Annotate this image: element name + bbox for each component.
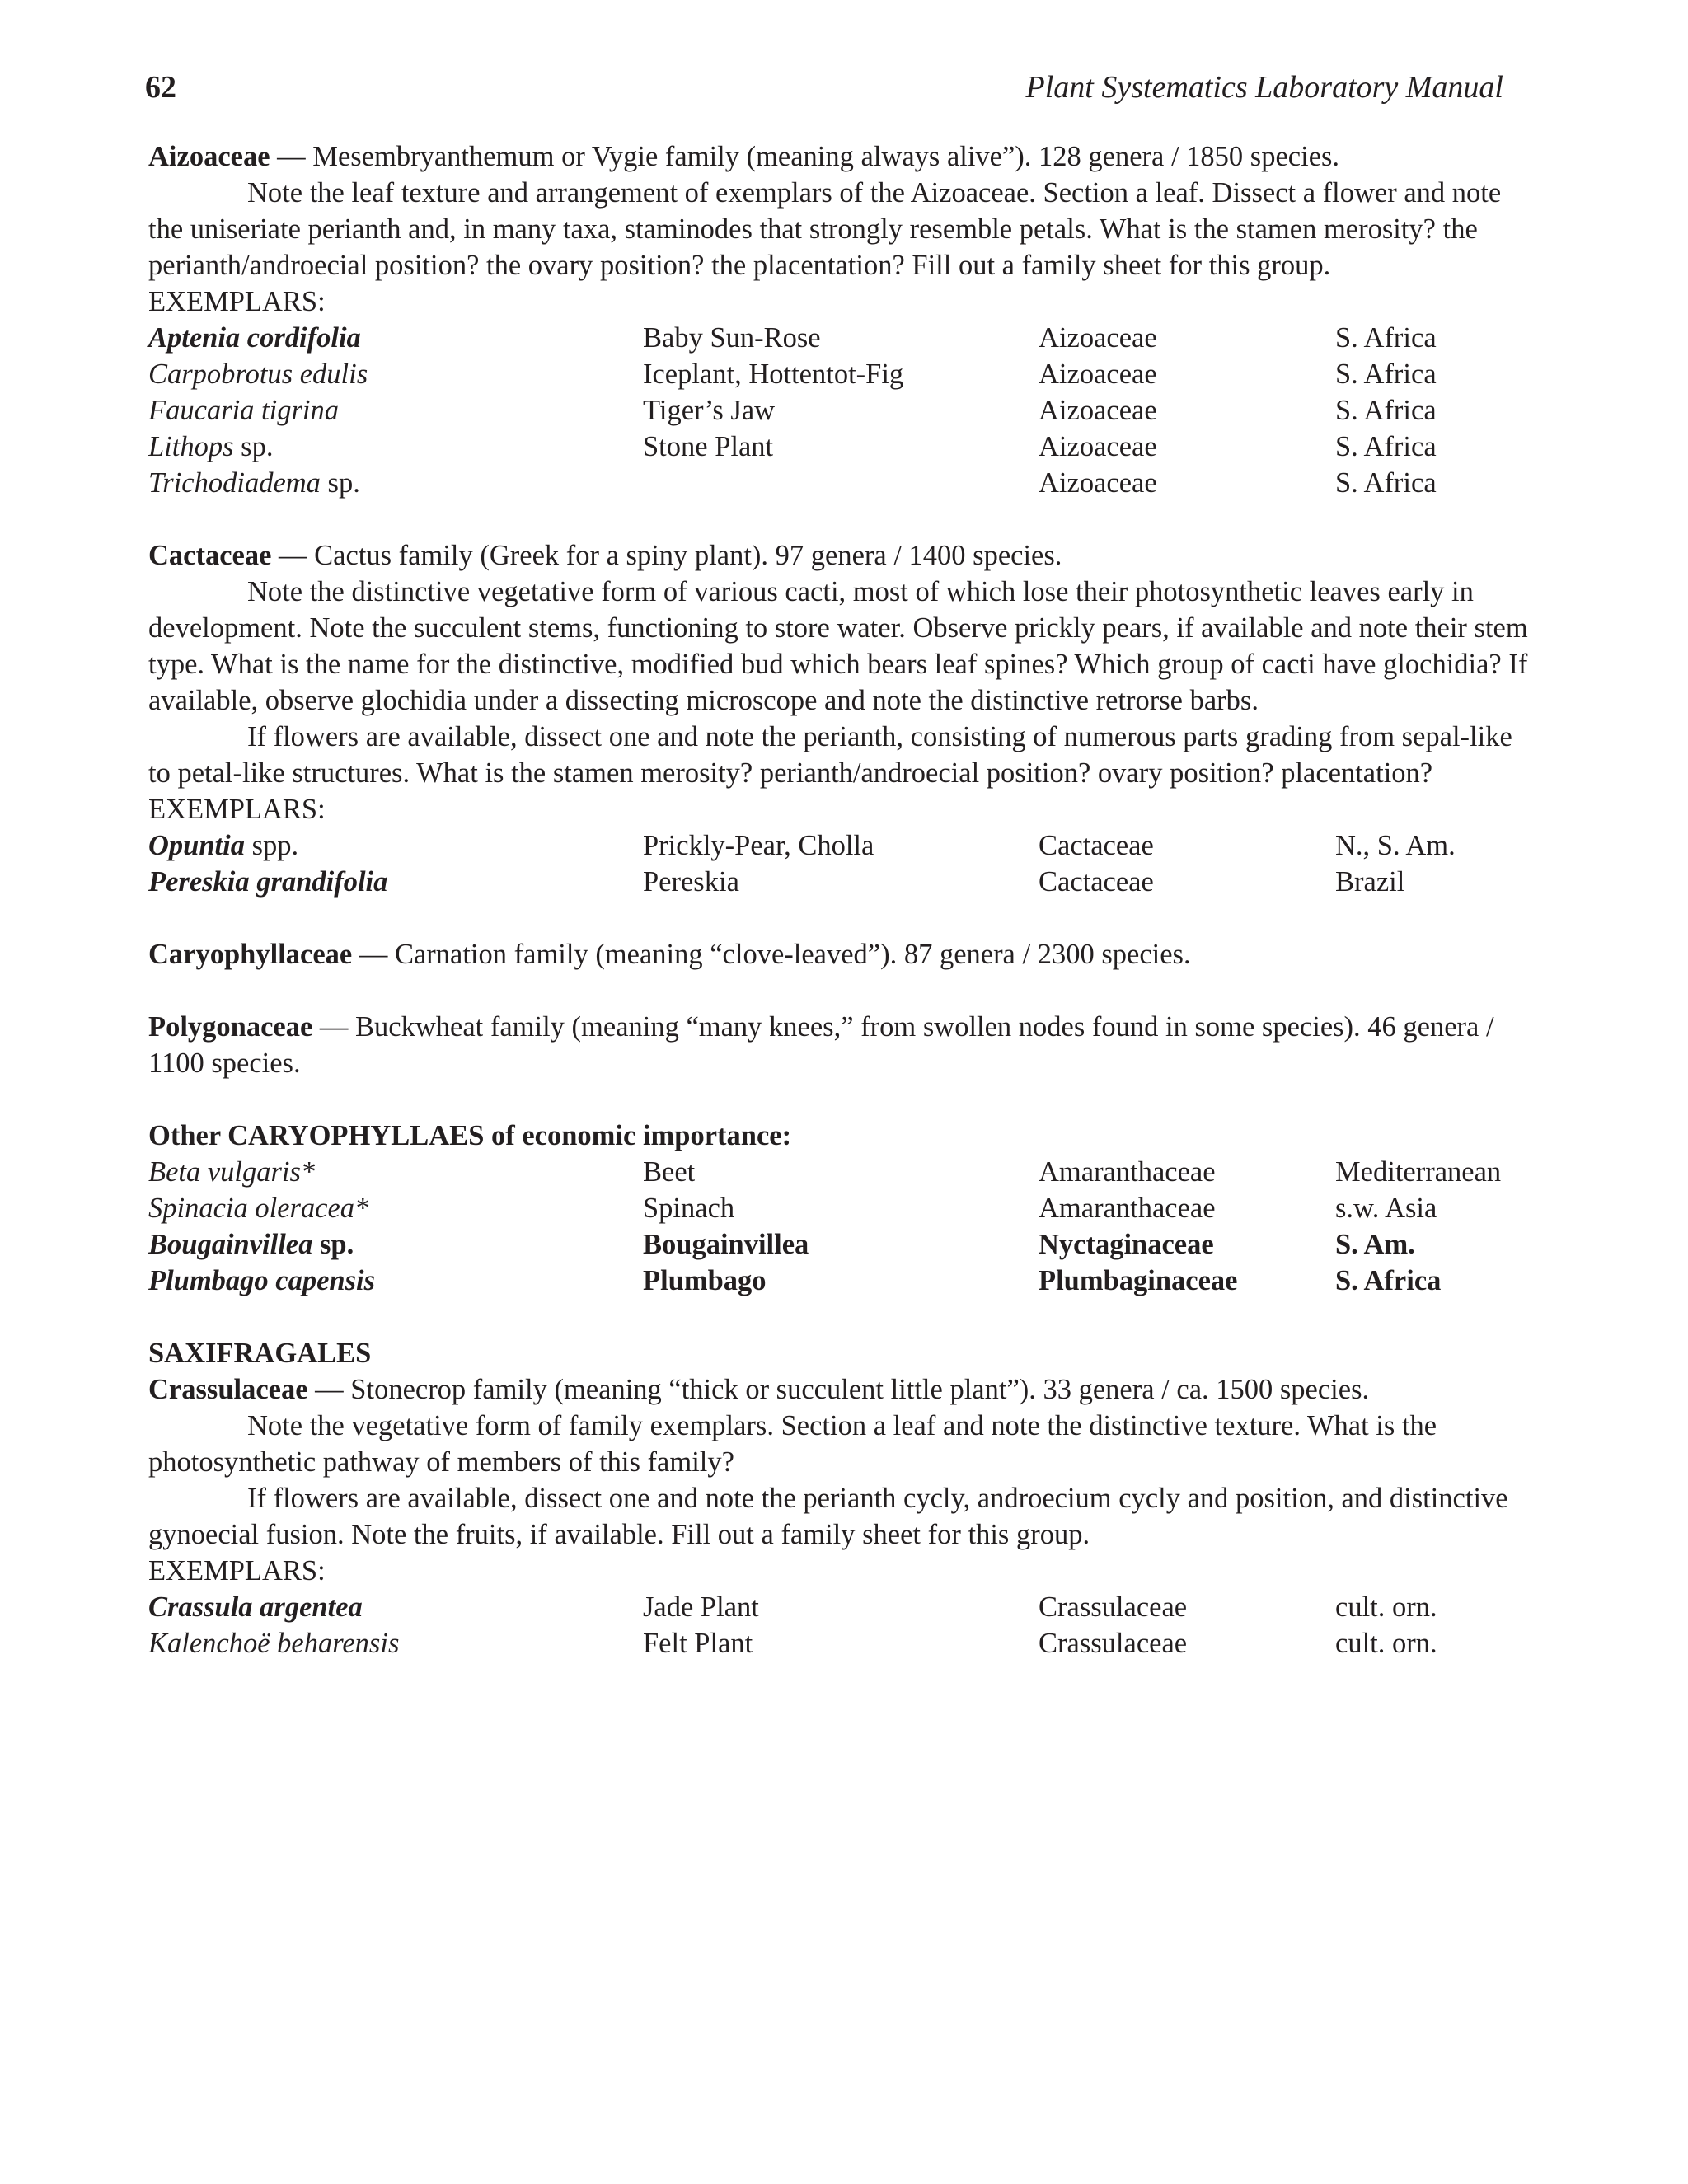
family-cell: Aizoaceae xyxy=(1039,395,1157,426)
region-cell: cult. orn. xyxy=(1335,1591,1437,1623)
family-name: Polygonaceae xyxy=(148,1011,313,1043)
region-cell: Mediterranean xyxy=(1335,1156,1502,1188)
running-head-title: Plant Systematics Laboratory Manual xyxy=(1025,70,1503,105)
common-name-cell: Spinach xyxy=(643,1193,735,1224)
section-heading: Other CARYOPHYLLAES of economic importance: xyxy=(148,1120,792,1151)
region-cell: S. Africa xyxy=(1335,467,1437,499)
common-name-cell: Plumbago xyxy=(643,1265,767,1296)
common-name-cell xyxy=(643,465,1039,501)
table-row xyxy=(148,1226,1533,1263)
family-name: Aizoaceae xyxy=(148,141,270,172)
family-heading xyxy=(148,537,1533,574)
region-cell: cult. orn. xyxy=(1335,1628,1437,1659)
exemplars-table xyxy=(148,320,1533,501)
family-cell: Amaranthaceae xyxy=(1039,1193,1216,1224)
other-caryophyllales-section xyxy=(148,1118,1533,1299)
region-cell: N., S. Am. xyxy=(1335,830,1456,861)
family-cell: Aizoaceae xyxy=(1039,322,1157,354)
table-row xyxy=(148,429,1533,465)
genus-cell: Spinacia oleracea* xyxy=(148,1193,369,1224)
family-cell: Crassulaceae xyxy=(1039,1628,1188,1659)
family-cell: Aizoaceae xyxy=(1039,431,1157,462)
exemplars-label: EXEMPLARS: xyxy=(148,286,326,317)
family-cell: Aizoaceae xyxy=(1039,359,1157,390)
common-name-cell: Prickly-Pear, Cholla xyxy=(643,830,874,861)
family-cell: Nyctaginaceae xyxy=(1039,1229,1214,1260)
family-note: Note the vegetative form of family exemplars. Section a leaf and note the distinctive texture. What is the photosynthetic pathway of members of this family? xyxy=(148,1410,1437,1478)
family-description: — Cactus family (Greek for a spiny plant). 97 genera / 1400 species. xyxy=(271,540,1062,571)
region-cell: s.w. Asia xyxy=(1335,1193,1437,1224)
table-row xyxy=(148,1263,1533,1299)
family-description: — Buckwheat family (meaning “many knees,” from swollen nodes found in some species). 46 genera / 1100 species. xyxy=(148,1011,1494,1079)
genus-cell: Beta vulgaris* xyxy=(148,1156,316,1188)
genus-cell: Carpobrotus edulis xyxy=(148,359,368,390)
family-note: Note the leaf texture and arrangement of exemplars of the Aizoaceae. Section a leaf. Dissect a flower and note the uniseriate perianth and, in many taxa, staminodes that strongly resemble petals. What is the stamen merosity? the perianth/androecial position? the ovary position? the placentation? Fill out a family sheet for this group. xyxy=(148,177,1502,281)
common-name-cell: Iceplant, Hottentot-Fig xyxy=(643,359,904,390)
table-row xyxy=(148,320,1533,356)
polygonaceae-heading xyxy=(148,1009,1533,1081)
common-name-cell: Baby Sun-Rose xyxy=(643,322,821,354)
region-cell: S. Africa xyxy=(1335,1265,1442,1296)
region-cell: S. Africa xyxy=(1335,359,1437,390)
genus-cell: Opuntia spp. xyxy=(148,830,299,861)
family-cell: Plumbaginaceae xyxy=(1039,1265,1238,1296)
common-name-cell: Beet xyxy=(643,1156,696,1188)
saxifragales-section xyxy=(148,1335,1533,1661)
family-name: Caryophyllaceae xyxy=(148,939,353,970)
family-description: — Stonecrop family (meaning “thick or succulent little plant”). 33 genera / ca. 1500 species. xyxy=(307,1374,1370,1405)
family-cell: Cactaceae xyxy=(1039,830,1154,861)
genus-cell: Bougainvillea sp. xyxy=(148,1229,354,1260)
economic-table xyxy=(148,1154,1533,1299)
page-number: 62 xyxy=(145,70,176,105)
genus-cell: Aptenia cordifolia xyxy=(148,322,361,354)
common-name-cell: Felt Plant xyxy=(643,1628,753,1659)
family-name: Crassulaceae xyxy=(148,1374,308,1405)
family-note: If flowers are available, dissect one and note the perianth, consisting of numerous parts grading from sepal-like to petal-like structures. What is the stamen merosity? perianth/androecial position? ovary position? placentation? xyxy=(148,721,1512,789)
table-row xyxy=(148,1190,1533,1226)
order-heading: SAXIFRAGALES xyxy=(148,1338,372,1369)
exemplars-label: EXEMPLARS: xyxy=(148,1555,326,1586)
region-cell: S. Am. xyxy=(1335,1229,1415,1260)
family-name: Cactaceae xyxy=(148,540,272,571)
table-row xyxy=(148,864,1533,900)
genus-cell: Crassula argentea xyxy=(148,1591,363,1623)
table-row xyxy=(148,827,1533,864)
genus-cell: Kalenchoë beharensis xyxy=(148,1628,400,1659)
aizoaceae-section xyxy=(148,138,1533,501)
exemplars-label: EXEMPLARS: xyxy=(148,794,326,825)
family-description: — Mesembryanthemum or Vygie family (meaning always alive”). 128 genera / 1850 species. xyxy=(270,141,1340,172)
region-cell: Brazil xyxy=(1335,866,1405,898)
common-name-cell: Bougainvillea xyxy=(643,1229,809,1260)
genus-cell: Lithops sp. xyxy=(148,431,274,462)
common-name-cell: Tiger’s Jaw xyxy=(643,395,776,426)
genus-cell: Pereskia grandifolia xyxy=(148,866,388,898)
family-cell: Amaranthaceae xyxy=(1039,1156,1216,1188)
region-cell: S. Africa xyxy=(1335,431,1437,462)
genus-cell: Trichodiadema sp. xyxy=(148,467,360,499)
cactaceae-section xyxy=(148,537,1533,900)
common-name-cell: Stone Plant xyxy=(643,431,774,462)
region-cell: S. Africa xyxy=(1335,395,1437,426)
table-row xyxy=(148,356,1533,392)
caryophyllaceae-heading xyxy=(148,936,1533,972)
common-name-cell: Jade Plant xyxy=(643,1591,759,1623)
exemplars-table xyxy=(148,827,1533,900)
family-cell: Aizoaceae xyxy=(1039,467,1157,499)
region-cell: S. Africa xyxy=(1335,322,1437,354)
family-note: Note the distinctive vegetative form of various cacti, most of which lose their photosynthetic leaves early in development. Note the succulent stems, functioning to store water. Observe prickly pears, if available and note their stem type. What is the name for the distinctive, modified bud which bears leaf spines? Which group of cacti have glochidia? If available, observe glochidia under a dissecting microscope and note the distinctive retrorse barbs. xyxy=(148,576,1528,716)
family-note: If flowers are available, dissect one and note the perianth cycly, androecium cycly and position, and distinctive gynoecial fusion. Note the fruits, if available. Fill out a family sheet for this group. xyxy=(148,1483,1508,1550)
table-row xyxy=(148,1589,1533,1625)
exemplars-table xyxy=(148,1589,1533,1661)
table-row xyxy=(148,1625,1533,1661)
family-cell: Crassulaceae xyxy=(1039,1591,1188,1623)
common-name-cell: Pereskia xyxy=(643,866,739,898)
family-cell: Cactaceae xyxy=(1039,866,1154,898)
family-description: — Carnation family (meaning “clove-leaved”). 87 genera / 2300 species. xyxy=(352,939,1191,970)
table-row xyxy=(148,1154,1533,1190)
page-body xyxy=(148,138,1533,1661)
genus-cell: Plumbago capensis xyxy=(148,1265,376,1296)
family-heading xyxy=(148,138,1533,175)
table-row xyxy=(148,392,1533,429)
genus-cell: Faucaria tigrina xyxy=(148,395,339,426)
family-heading xyxy=(148,1371,1533,1408)
table-row xyxy=(148,465,1533,501)
